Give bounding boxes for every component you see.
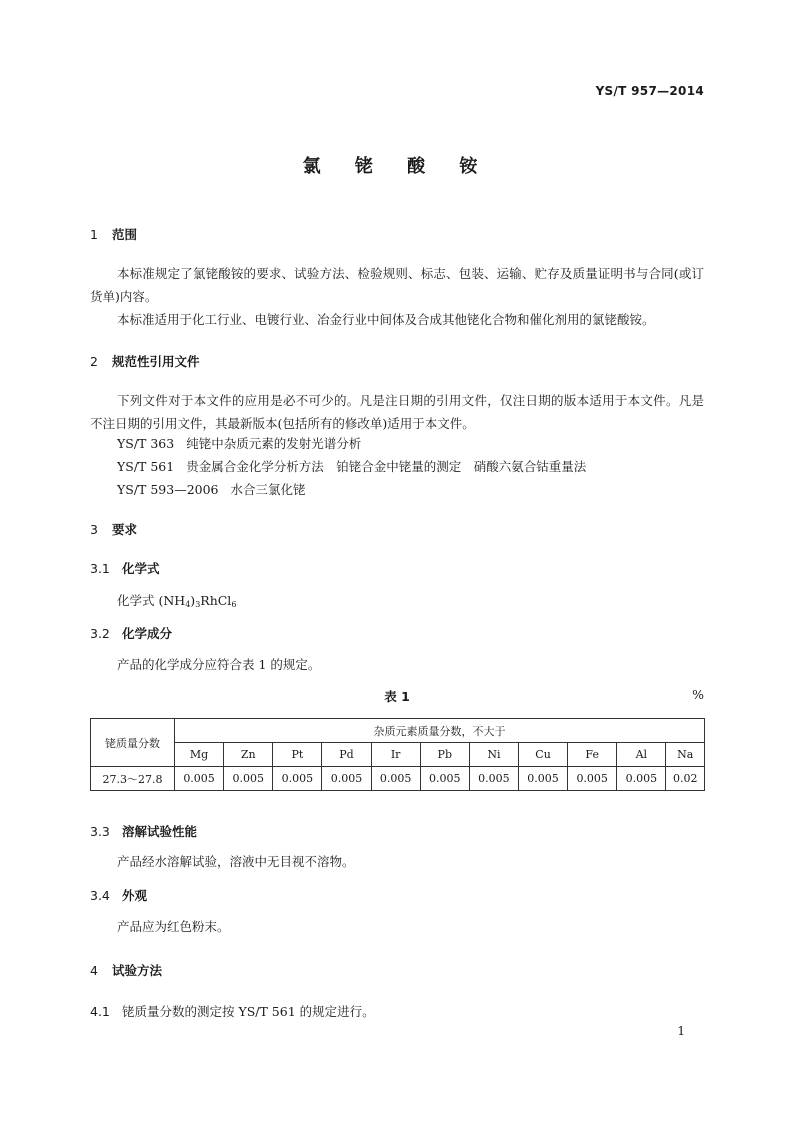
- formula-subscript: 6: [231, 600, 237, 609]
- table-element-header: Ir: [371, 743, 420, 767]
- table-cell: 0.005: [273, 767, 322, 791]
- paragraph: 下列文件对于本文件的应用是必不可少的。凡是注日期的引用文件，仅注日期的版本适用于本文件。凡是不注日期的引用文件，其最新版本(包括所有的修改单)适用于本文件。: [90, 393, 704, 431]
- section-number: 4: [90, 963, 98, 978]
- section-title: 范围: [112, 227, 138, 242]
- section-3-3-heading: [90, 822, 197, 840]
- table-row: [91, 767, 705, 791]
- paragraph: 本标准适用于化工行业、电镀行业、冶金行业中间体及合成其他铑化合物和催化剂用的氯铑酸铵。: [117, 312, 655, 327]
- table-element-header: Al: [617, 743, 666, 767]
- page-number: 1: [677, 1024, 685, 1038]
- section-2-heading: [90, 352, 200, 370]
- table-cell: 0.005: [175, 767, 224, 791]
- reference-name: 水合三氯化铑: [230, 482, 306, 497]
- table-cell-rh: 27.3～27.8: [91, 767, 175, 791]
- paragraph: 本标准规定了氯铑酸铵的要求、试验方法、检验规则、标志、包装、运输、贮存及质量证明书与合同(或订货单)内容。: [90, 266, 704, 304]
- section-number: 3: [90, 522, 98, 537]
- table-cell: 0.005: [224, 767, 273, 791]
- table-header-impurities: 杂质元素质量分数，不大于: [175, 719, 705, 743]
- section-4-heading: [90, 961, 162, 979]
- reference-code: YS/T 561: [117, 459, 175, 474]
- reference-code: YS/T 593—2006: [117, 482, 219, 497]
- table-element-header: Pt: [273, 743, 322, 767]
- chemical-formula: [117, 591, 236, 609]
- table-row: [91, 719, 705, 743]
- reference-item: [117, 434, 361, 452]
- standard-code: YS/T 957—2014: [595, 84, 704, 98]
- section-number: 3.1: [90, 561, 110, 576]
- table-cell: 0.005: [322, 767, 371, 791]
- section-3-4-text: 产品应为红色粉末。: [117, 919, 230, 934]
- formula-part: ): [190, 593, 196, 608]
- section-3-2-heading: [90, 624, 172, 642]
- section-number: 3.4: [90, 888, 110, 903]
- document-title: 氯 铑 酸 铵: [302, 156, 492, 177]
- section-number: 3.2: [90, 626, 110, 641]
- section-3-1-heading: [90, 559, 160, 577]
- section-title: 溶解试验性能: [122, 824, 198, 839]
- table-element-header: Mg: [175, 743, 224, 767]
- table-element-header: Pd: [322, 743, 371, 767]
- reference-item: [117, 457, 586, 475]
- reference-code: YS/T 363: [117, 436, 175, 451]
- chemical-composition-table: [90, 718, 705, 791]
- table-cell: 0.02: [666, 767, 705, 791]
- section-3-4-heading: [90, 886, 147, 904]
- table-element-header: Cu: [518, 743, 567, 767]
- section-1-body: [90, 262, 704, 331]
- table-cell: 0.005: [617, 767, 666, 791]
- reference-item: [117, 480, 306, 498]
- table-header-rh: 铑质量分数: [91, 719, 175, 767]
- section-title: 化学式: [122, 561, 160, 576]
- section-title: 要求: [112, 522, 138, 537]
- section-3-3-text: 产品经水溶解试验，溶液中无目视不溶物。: [117, 854, 355, 869]
- section-2-body: [90, 389, 704, 435]
- section-title: 化学成分: [122, 626, 173, 641]
- section-number: 4.1: [90, 1004, 110, 1019]
- table-element-header: Pb: [420, 743, 469, 767]
- formula-subscript: 3: [195, 600, 201, 609]
- section-3-2-text: 产品的化学成分应符合表 1 的规定。: [117, 657, 321, 672]
- reference-name: 纯铑中杂质元素的发射光谱分析: [186, 436, 362, 451]
- section-title: 外观: [122, 888, 148, 903]
- section-3-heading: [90, 520, 137, 538]
- table-cell: 0.005: [518, 767, 567, 791]
- table-element-header: Fe: [568, 743, 617, 767]
- section-title: 规范性引用文件: [112, 354, 200, 369]
- table-cell: 0.005: [568, 767, 617, 791]
- table-unit: %: [692, 687, 704, 702]
- formula-part: RhCl: [200, 593, 232, 608]
- section-text: 铑质量分数的测定按 YS/T 561 的规定进行。: [122, 1004, 375, 1019]
- section-4-1-line: [90, 1002, 375, 1020]
- reference-name: 贵金属合金化学分析方法 铂铑合金中铑量的测定 硝酸六氨合钴重量法: [186, 459, 587, 474]
- formula-part: 化学式 (NH: [117, 593, 186, 608]
- table-row: [91, 743, 705, 767]
- table-cell: 0.005: [469, 767, 518, 791]
- table-element-header: Ni: [469, 743, 518, 767]
- section-1-heading: [90, 225, 137, 243]
- formula-subscript: 4: [185, 600, 191, 609]
- table-cell: 0.005: [371, 767, 420, 791]
- table-caption: 表 1: [384, 689, 410, 704]
- table-cell: 0.005: [420, 767, 469, 791]
- section-number: 2: [90, 354, 98, 369]
- table-element-header: Na: [666, 743, 705, 767]
- section-number: 1: [90, 227, 98, 242]
- section-number: 3.3: [90, 824, 110, 839]
- table-element-header: Zn: [224, 743, 273, 767]
- section-title: 试验方法: [112, 963, 163, 978]
